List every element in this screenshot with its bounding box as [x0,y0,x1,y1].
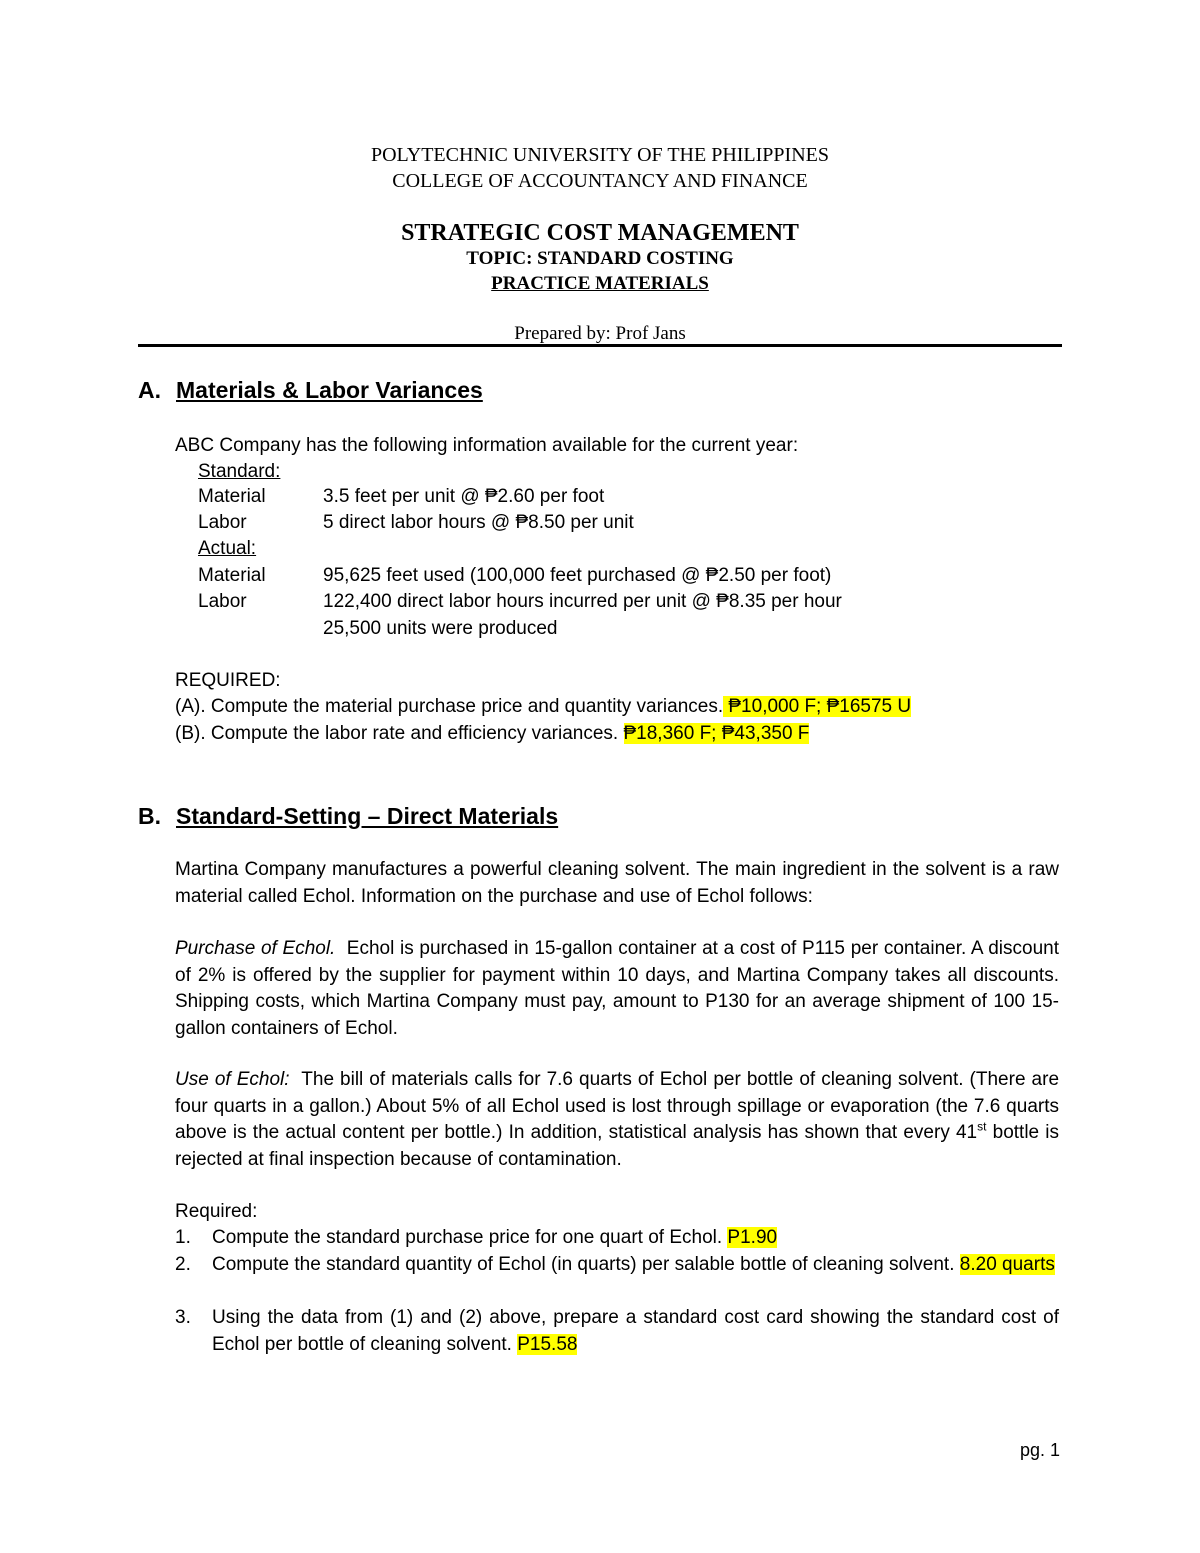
section-b-intro: Martina Company manufactures a powerful cleaning solvent. The main ingredient in the solvent is a raw material called Echol. Information on the purchase and use of Echol follows: [175,859,1059,907]
requirement-text: (B). Compute the labor rate and efficiency variances. [175,723,619,744]
prepared-by: Prepared by: Prof Jans [514,323,686,344]
purchase-paragraph [175,936,1059,1042]
requirement-body [212,1305,1059,1358]
standard-label: Standard: [198,461,281,482]
row-value: 25,500 units were produced [323,618,558,639]
requirement-text: Compute the standard purchase price for one quart of Echol. [212,1227,723,1248]
requirement-3 [175,1305,1059,1358]
use-paragraph [175,1067,1059,1173]
topic-title: TOPIC: STANDARD COSTING [466,248,734,269]
purchase-heading: Purchase of Echol. [175,938,336,959]
answer-highlight: P1.90 [727,1227,778,1248]
requirement-number: 3. [175,1307,191,1328]
row-value: 95,625 feet used (100,000 feet purchased @ ₱2.50 per foot) [323,565,832,586]
row-value: 5 direct labor hours @ ₱8.50 per unit [323,512,634,533]
requirement-1 [175,1225,777,1251]
section-b-heading [138,803,558,830]
actual-row-units [198,616,558,642]
requirement-text: Compute the standard quantity of Echol (in quarts) per salable bottle of cleaning solvent. [212,1254,955,1275]
section-a-required-label: REQUIRED: [175,670,281,691]
standard-row-labor [198,510,634,536]
row-value: 122,400 direct labor hours incurred per unit @ ₱8.35 per hour [323,591,842,612]
purchase-text: Echol is purchased in 15-gallon container at a cost of P115 per container. A discount of 2% is offered by the supplier for payment within 10 days, and Martina Company takes all discounts. Shipping costs, which Martina Company must pay, amount to P130 for an average shipment of 100 15-gallon containers of Echol. [175,938,1060,1039]
section-a-title: Materials & Labor Variances [176,377,483,403]
section-b-required-label: Required: [175,1201,258,1222]
university-name: POLYTECHNIC UNIVERSITY OF THE PHILIPPINES [370,144,829,166]
ordinal-suffix: st [977,1119,987,1134]
requirement-2 [175,1252,1059,1279]
answer-highlight: ₱10,000 F; ₱16575 U [723,696,912,717]
row-label: Material [198,565,266,586]
page-number: pg. 1 [1019,1440,1060,1460]
row-label: Material [198,486,266,507]
subtitle [138,272,1062,296]
actual-row-labor [198,589,842,615]
requirement-number: 1. [175,1227,191,1248]
actual-label: Actual: [198,538,257,559]
row-label: Labor [198,512,247,533]
actual-row-material [198,563,831,589]
section-b-letter: B. [138,803,161,829]
row-label: Labor [198,591,247,612]
requirement-text: Using the data from (1) and (2) above, prepare a standard cost card showing the standard cost of Echol per bottle of cleaning solvent. [212,1307,1059,1355]
requirement-text: (A). Compute the material purchase price and quantity variances. [175,696,724,717]
section-b-title: Standard-Setting – Direct Materials [176,803,559,829]
section-a-heading [138,377,483,404]
answer-highlight: 8.20 quarts [959,1254,1055,1275]
college-name: COLLEGE OF ACCOUNTANCY AND FINANCE [392,170,808,192]
subtitle-text: PRACTICE MATERIALS [491,273,709,294]
use-heading: Use of Echol: [175,1069,290,1090]
answer-highlight: P15.58 [517,1333,578,1355]
standard-row-material [198,484,604,510]
use-text-2: bottle is rejected at final inspection because of contamination. [175,1122,1059,1170]
row-value: 3.5 feet per unit @ ₱2.60 per foot [323,486,605,507]
section-a-letter: A. [138,377,161,403]
requirement-number: 2. [175,1254,191,1275]
use-text-1: The bill of materials calls for 7.6 quarts of Echol per bottle of cleaning solvent. (There are four quarts in a gallon.) About 5% of all Echol used is lost through spillage or evaporation (the 7.6 quarts above is the actual content per bottle.) In addition, statistical analysis has shown that every 41 [175,1069,1060,1143]
requirement-b [175,721,809,747]
answer-highlight: ₱18,360 F; ₱43,350 F [623,723,810,744]
requirement-body [212,1252,1059,1279]
header-divider [138,344,1062,347]
course-title: STRATEGIC COST MANAGEMENT [401,220,799,246]
requirement-a [175,694,911,720]
section-a-intro: ABC Company has the following information available for the current year: [175,435,799,456]
